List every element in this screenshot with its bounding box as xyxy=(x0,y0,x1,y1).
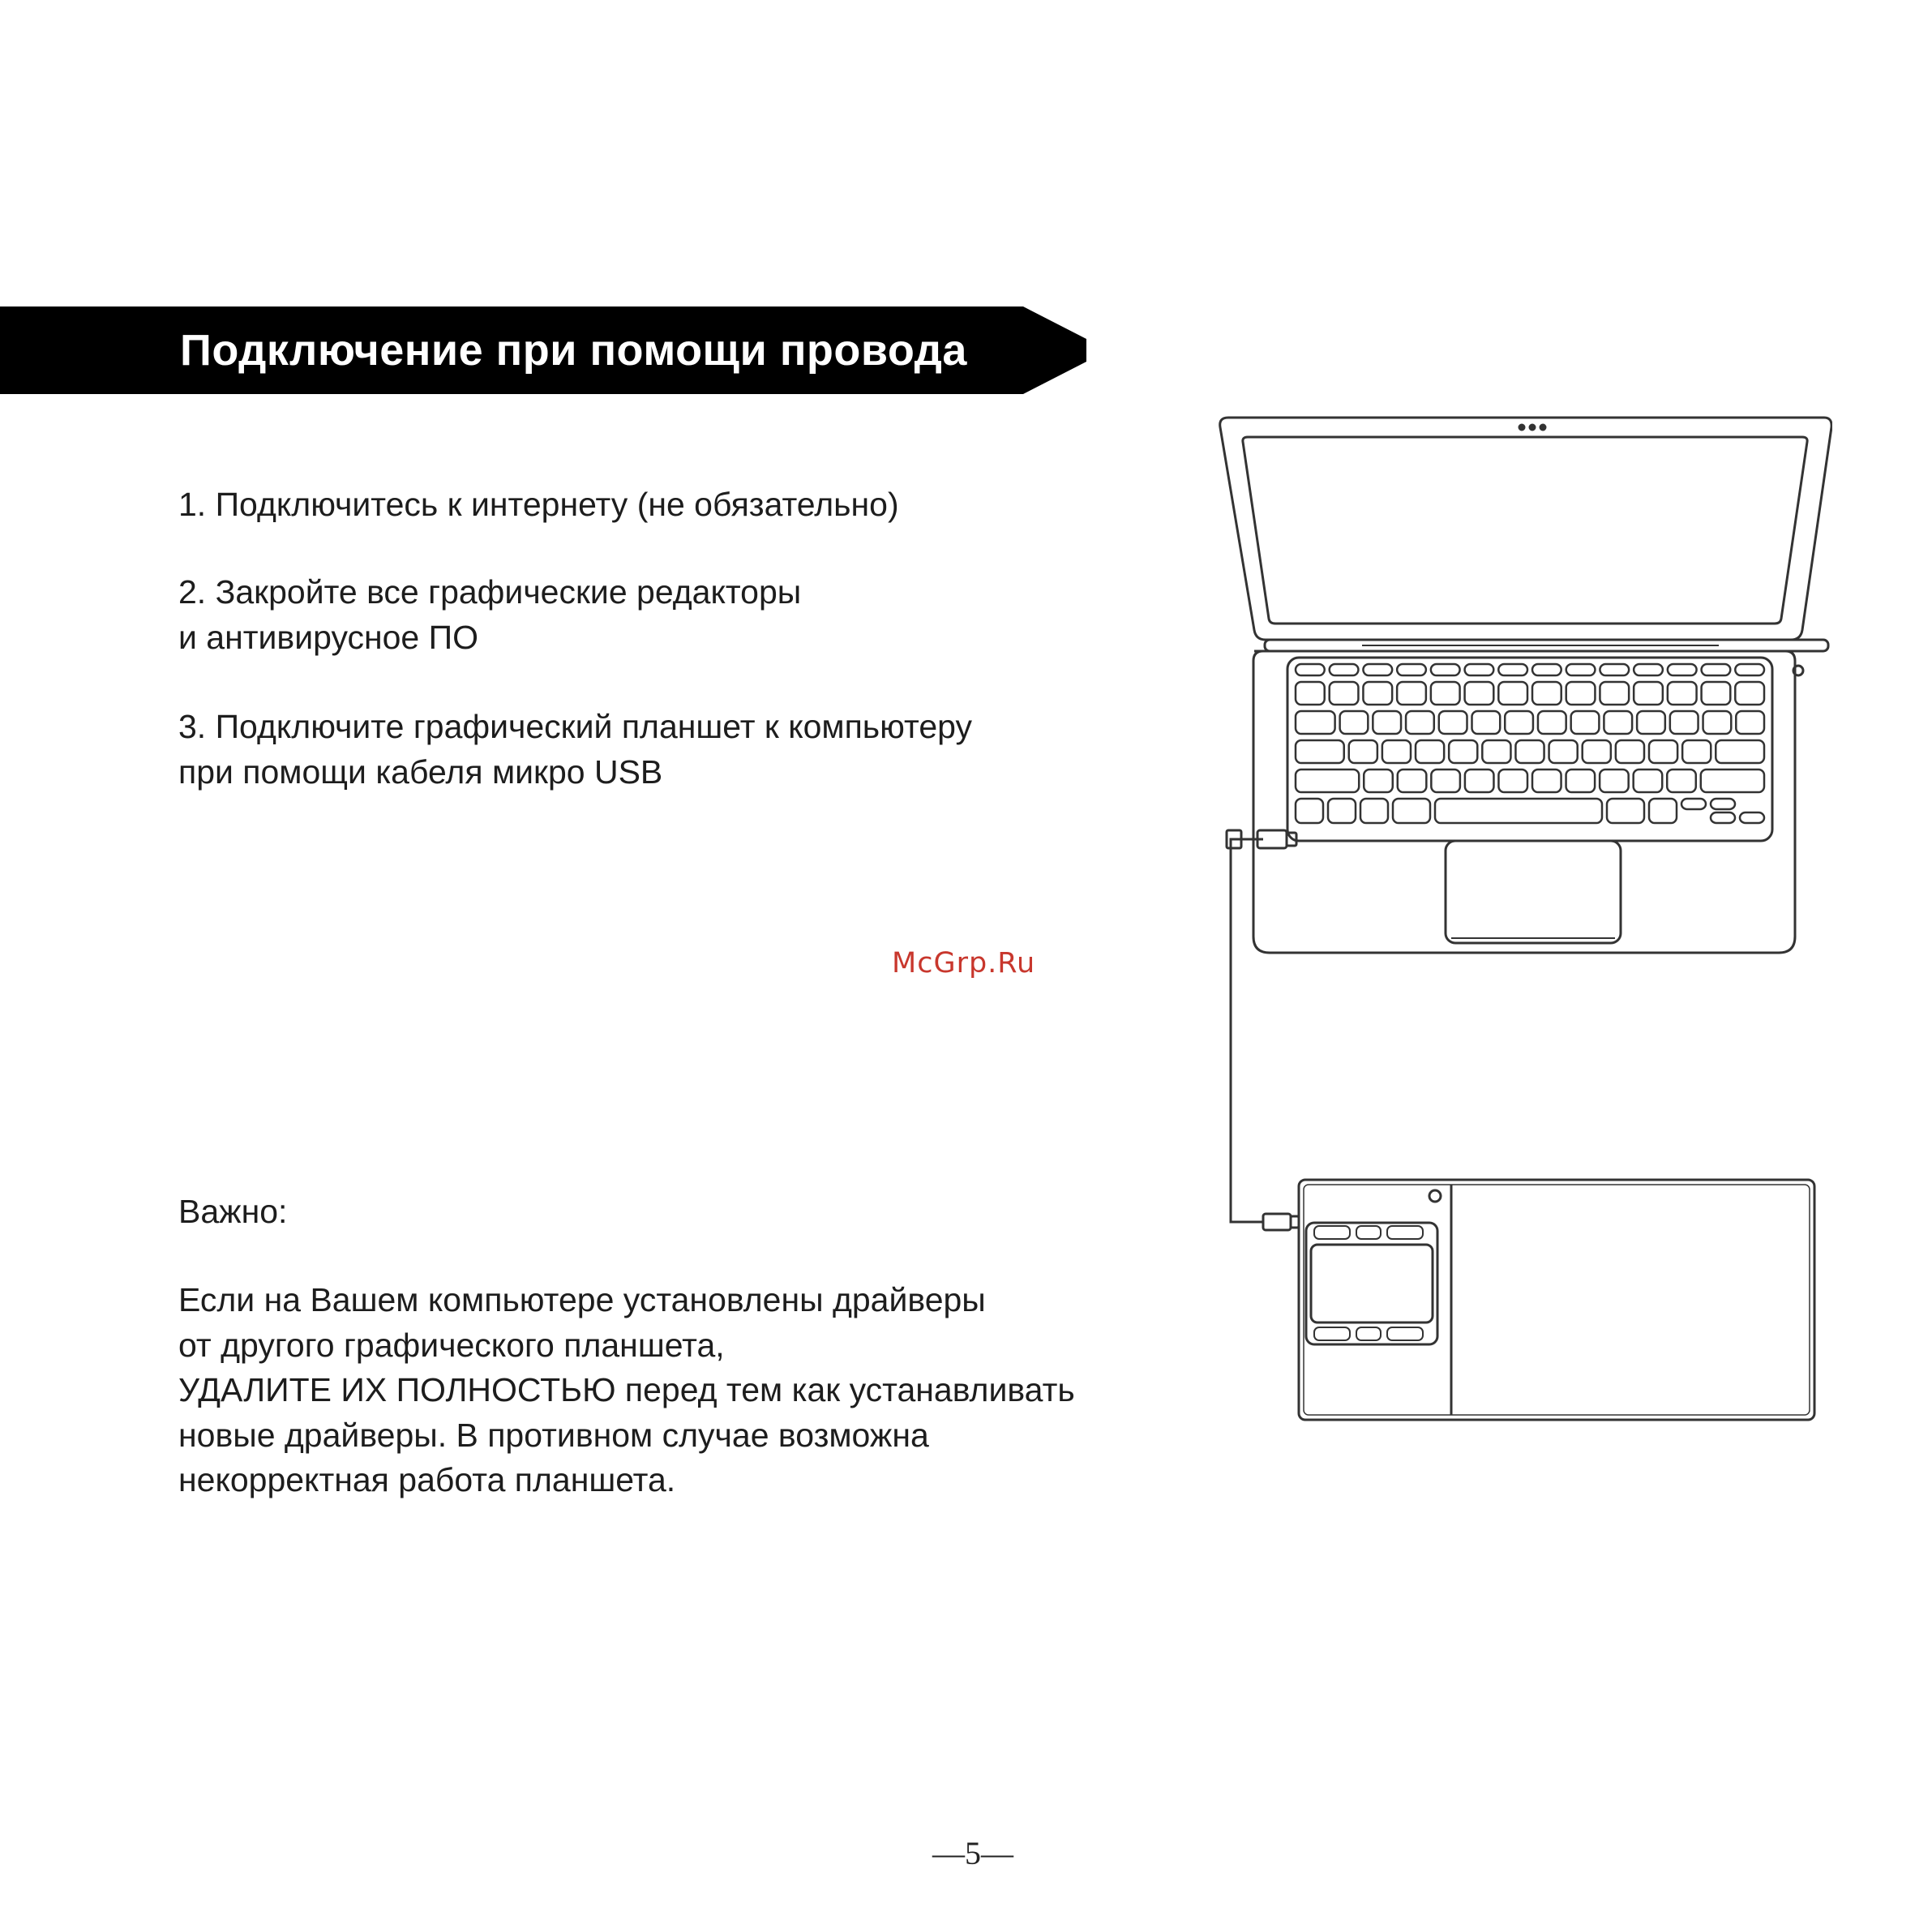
keyboard-key xyxy=(1702,664,1731,675)
keyboard-key xyxy=(1498,664,1527,675)
keyboard-key xyxy=(1363,682,1392,705)
keyboard-key xyxy=(1498,682,1527,705)
keyboard-key xyxy=(1604,711,1632,734)
keyboard-key xyxy=(1532,682,1561,705)
keyboard-key xyxy=(1449,740,1477,763)
keyboard-key xyxy=(1549,740,1578,763)
keyboard-key xyxy=(1482,740,1510,763)
section-banner xyxy=(0,306,1086,394)
keyboard-key xyxy=(1668,664,1697,675)
keyboard-key xyxy=(1393,799,1430,823)
keyboard-key xyxy=(1397,682,1426,705)
step-line: 3. Подключите графический планшет к компьютеру xyxy=(178,708,972,745)
keyboard-key xyxy=(1431,769,1460,792)
keyboard-key xyxy=(1363,664,1392,675)
step-1 xyxy=(178,482,899,527)
keyboard-key xyxy=(1667,769,1696,792)
keyboard-key xyxy=(1566,769,1596,792)
keyboard-key xyxy=(1431,664,1460,675)
keyboard-key xyxy=(1397,664,1426,675)
keyboard-key xyxy=(1465,664,1494,675)
keyboard-key xyxy=(1364,769,1393,792)
step-line: 2. Закройте все графические редакторы xyxy=(178,573,802,611)
keyboard-key xyxy=(1349,740,1377,763)
keyboard-key xyxy=(1532,769,1561,792)
keyboard-key xyxy=(1634,682,1663,705)
keyboard-key xyxy=(1472,711,1501,734)
keyboard-key xyxy=(1296,664,1325,675)
keyboard-key xyxy=(1616,740,1644,763)
keyboard-key xyxy=(1571,711,1600,734)
important-line: УДАЛИТЕ ИХ ПОЛНОСТЬЮ перед тем как устанавливать xyxy=(178,1371,1075,1408)
keyboard-key xyxy=(1703,711,1732,734)
keyboard-key xyxy=(1538,711,1566,734)
keyboard-key xyxy=(1682,740,1711,763)
keyboard-key xyxy=(1668,682,1697,705)
important-line: Если на Вашем компьютере установлены драйверы xyxy=(178,1281,986,1318)
step-line: и антивирусное ПО xyxy=(178,619,478,656)
keyboard-key xyxy=(1711,812,1735,823)
keyboard-key xyxy=(1435,799,1602,823)
connection-illustration xyxy=(1167,409,1832,1439)
keyboard-key xyxy=(1465,769,1494,792)
page-number: —5— xyxy=(932,1835,1013,1871)
keyboard-key xyxy=(1296,711,1335,734)
keyboard-key xyxy=(1702,682,1731,705)
keyboard-key xyxy=(1736,711,1764,734)
keyboard-key xyxy=(1360,799,1388,823)
important-label: Важно: xyxy=(178,1193,288,1230)
keyboard-key xyxy=(1600,769,1629,792)
keyboard-key xyxy=(1296,682,1325,705)
keyboard-key xyxy=(1498,769,1527,792)
step-3 xyxy=(178,704,972,795)
keyboard-key xyxy=(1600,664,1629,675)
keyboard-key xyxy=(1634,769,1663,792)
keyboard-key xyxy=(1515,740,1544,763)
step-line: 1. Подключитесь к интернету (не обязательно) xyxy=(178,486,899,523)
keyboard-key xyxy=(1439,711,1467,734)
step-2 xyxy=(178,569,801,660)
keyboard-key xyxy=(1716,740,1764,763)
step-line: при помощи кабеля микро USB xyxy=(178,753,663,791)
keyboard-key xyxy=(1637,711,1665,734)
keyboard-key xyxy=(1296,769,1359,792)
keyboard-key xyxy=(1600,682,1629,705)
watermark: McGrp.Ru xyxy=(892,947,1036,980)
keyboard-key xyxy=(1406,711,1434,734)
keyboard-key xyxy=(1416,740,1444,763)
keyboard-key xyxy=(1532,664,1561,675)
keyboard-key xyxy=(1398,769,1427,792)
keyboard-key xyxy=(1505,711,1533,734)
important-text xyxy=(178,1278,1075,1503)
important-line: некорректная работа планшета. xyxy=(178,1461,676,1498)
graphic-tablet-icon xyxy=(1299,1180,1814,1420)
keyboard-key xyxy=(1670,711,1699,734)
keyboard-key xyxy=(1701,769,1764,792)
usb-cable-icon xyxy=(1227,830,1299,1230)
keyboard-key xyxy=(1330,682,1359,705)
keyboard-key xyxy=(1649,799,1677,823)
important-line: от другого графического планшета, xyxy=(178,1326,725,1364)
keyboard-key xyxy=(1607,799,1644,823)
keyboard-key xyxy=(1566,664,1596,675)
keyboard-key xyxy=(1583,740,1611,763)
keyboard-key xyxy=(1566,682,1596,705)
keyboard-key xyxy=(1373,711,1401,734)
keyboard-key xyxy=(1330,664,1359,675)
keyboard-key xyxy=(1328,799,1356,823)
keyboard-key xyxy=(1634,664,1663,675)
keyboard-key xyxy=(1735,664,1764,675)
keyboard-key xyxy=(1649,740,1677,763)
keyboard-key xyxy=(1711,799,1735,809)
keyboard-key xyxy=(1382,740,1411,763)
keyboard-key xyxy=(1340,711,1369,734)
laptop-icon xyxy=(1220,418,1831,953)
keyboard-key xyxy=(1465,682,1494,705)
keyboard-key xyxy=(1740,812,1764,823)
keyboard-key xyxy=(1296,740,1344,763)
keyboard-key xyxy=(1681,799,1706,809)
section-title: Подключение при помощи провода xyxy=(180,326,967,375)
keyboard-key xyxy=(1296,799,1323,823)
keyboard-key xyxy=(1431,682,1460,705)
important-line: новые драйверы. В противном случае возможна xyxy=(178,1416,929,1454)
keyboard-key xyxy=(1735,682,1764,705)
